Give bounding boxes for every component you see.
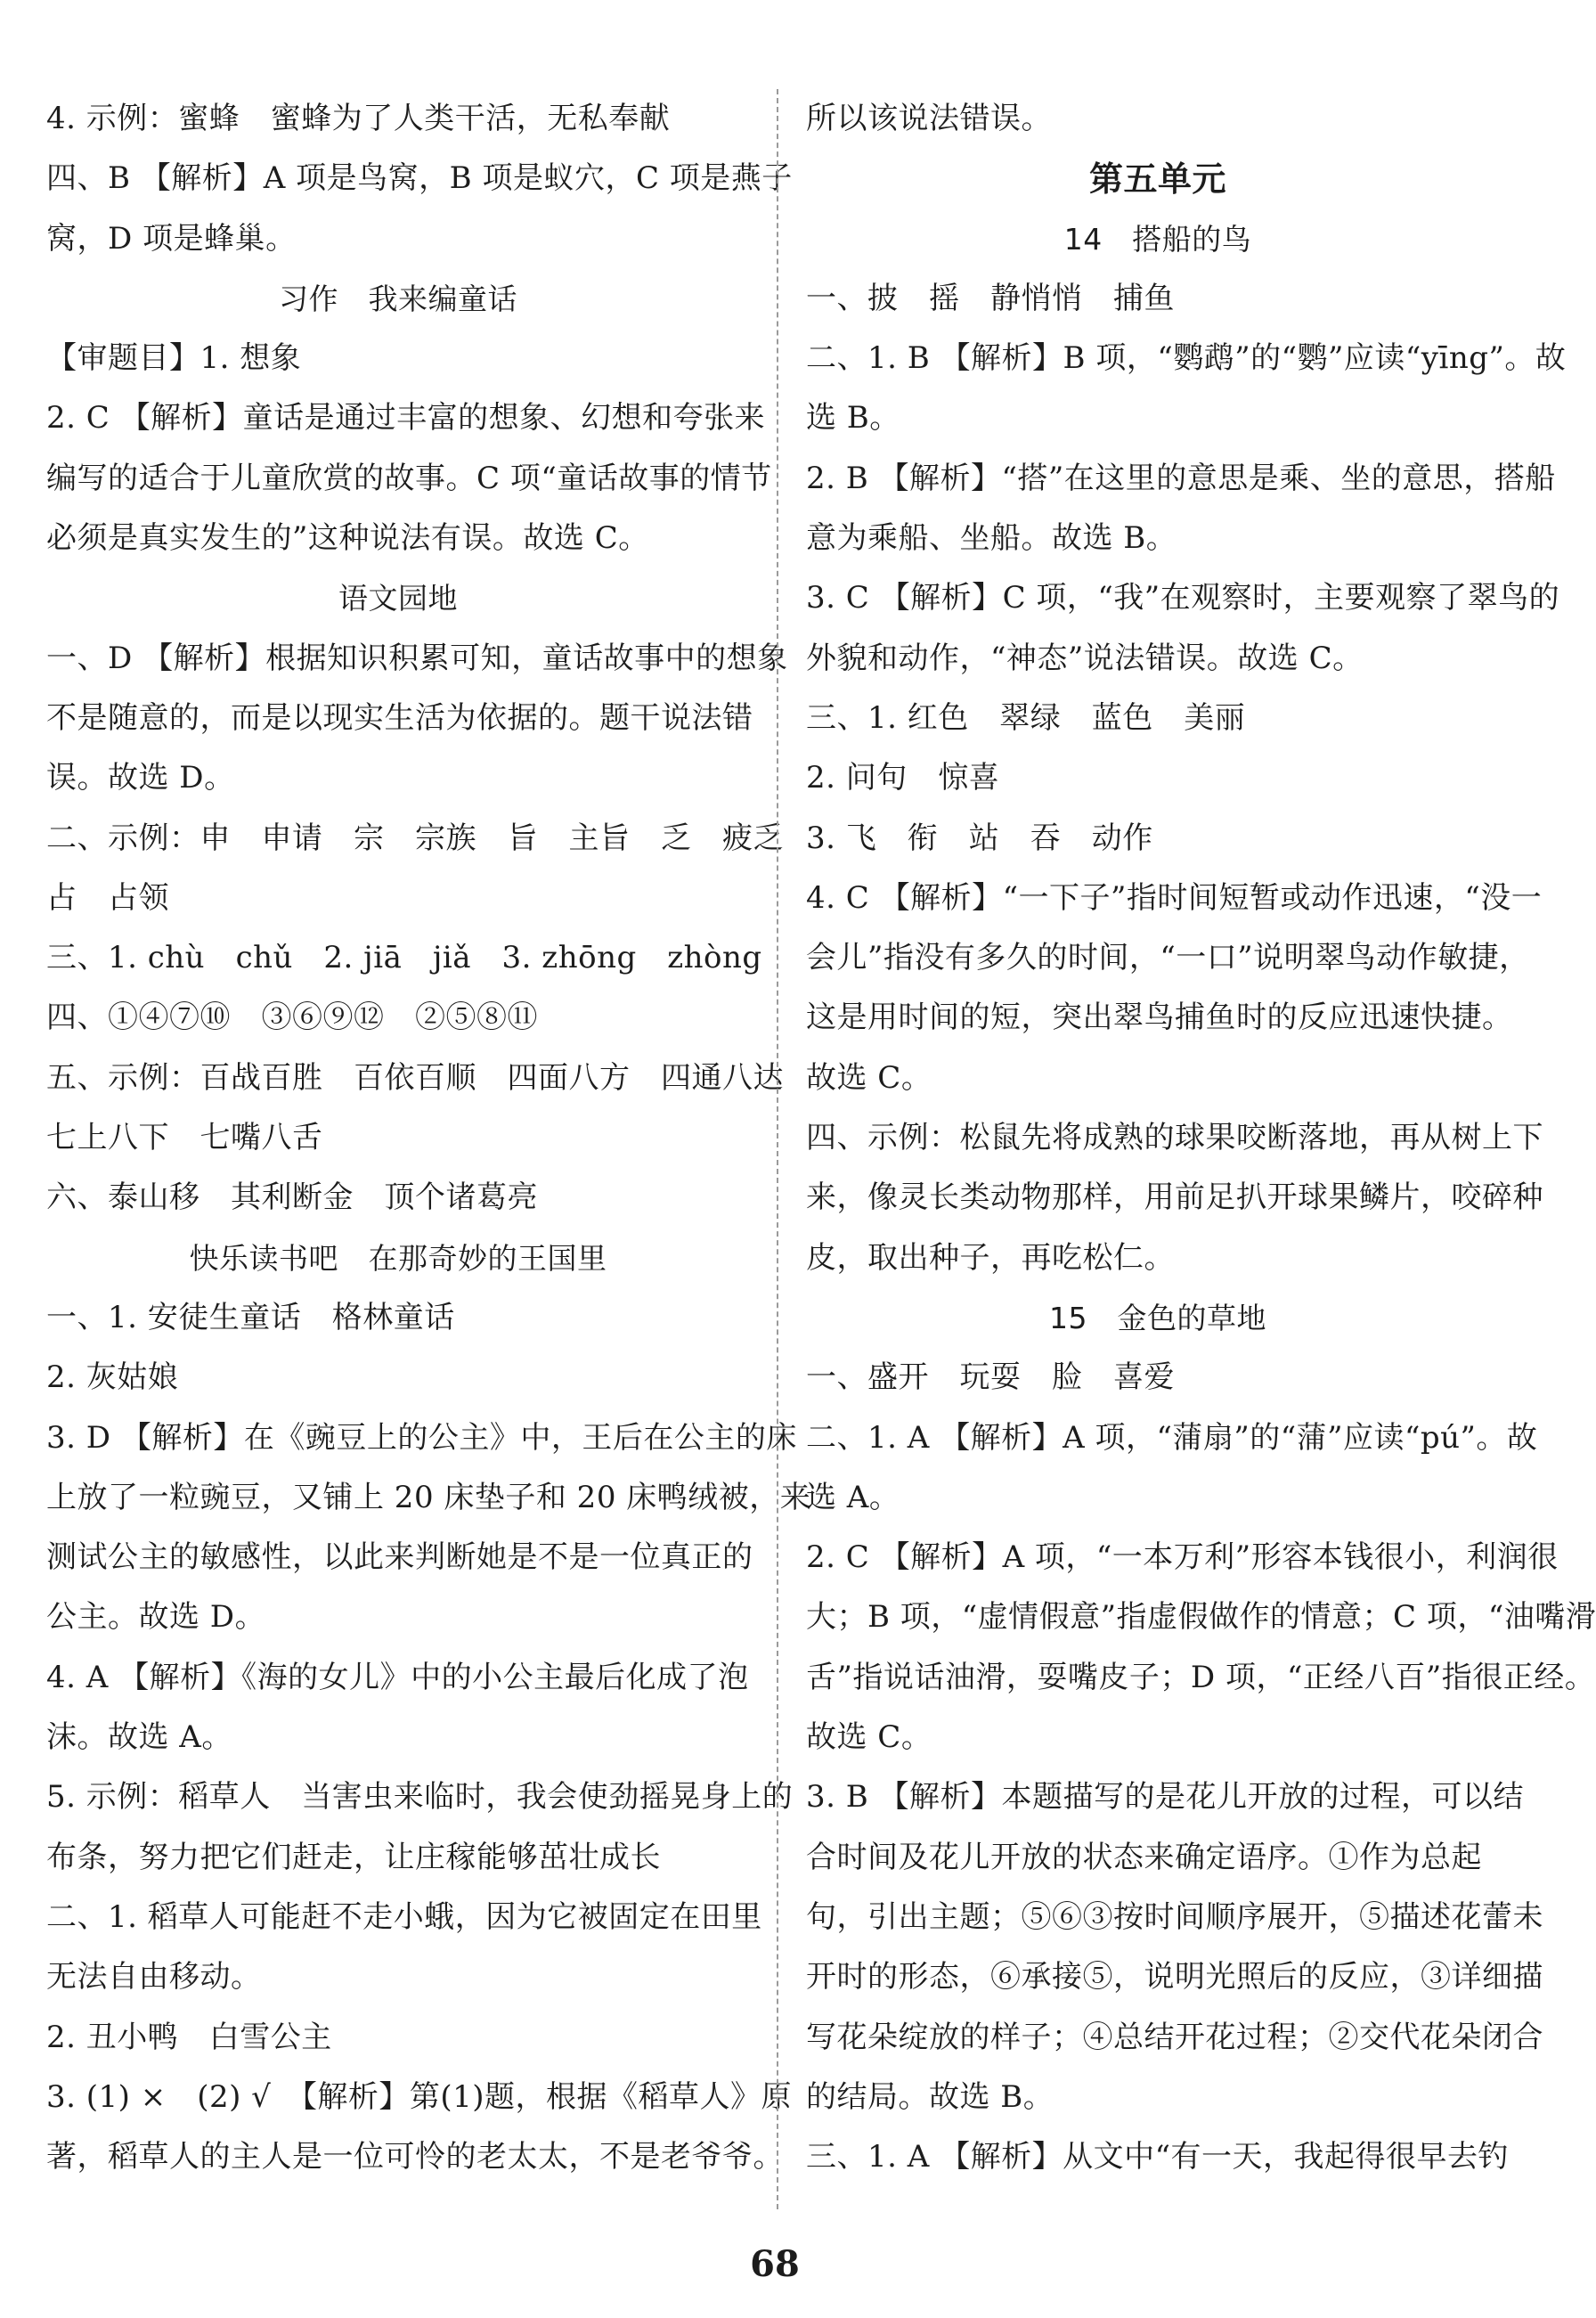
text-line: 的结局。故选 B。 xyxy=(806,2078,1054,2115)
text-line: 4. 示例：蜜蜂 蜜蜂为了人类干活，无私奉献 xyxy=(46,101,671,136)
section-heading-garden: 语文园地 xyxy=(338,581,458,616)
text-line: 必须是真实发生的”这种说法有误。故选 C。 xyxy=(46,520,649,557)
text-line: 三、1. A 【解析】从文中“有一天，我起得很早去钓 xyxy=(806,2139,1509,2175)
text-line: 【审题目】1. 想象 xyxy=(46,340,302,377)
text-line: 3. B 【解析】本题描写的是花儿开放的过程，可以结 xyxy=(806,1779,1525,1816)
text-line: 大；B 项，“虚情假意”指虚假做作的情意；C 项，“油嘴滑 xyxy=(806,1599,1596,1636)
section-heading-writing: 习作 我来编童话 xyxy=(279,281,517,316)
text-line: 二、1. 稻草人可能赶不走小蛾，因为它被固定在田里 xyxy=(46,1898,762,1935)
text-line: 二、1. B 【解析】B 项，“鹦鹉”的“鹦”应读“yīng”。故 xyxy=(806,340,1567,377)
lesson-heading-15: 15 金色的草地 xyxy=(1049,1300,1266,1335)
text-line: 写花朵绽放的样子；④总结开花过程；②交代花朵闭合 xyxy=(806,2019,1543,2055)
text-line: 外貌和动作，“神态”说法错误。故选 C。 xyxy=(806,640,1364,676)
text-line: 句，引出主题；⑤⑥③按时间顺序展开，⑤描述花蕾未 xyxy=(806,1898,1543,1935)
text-line: 4. C 【解析】“一下子”指时间短暂或动作迅速，“没一 xyxy=(806,879,1543,916)
text-line: 3. C 【解析】C 项，“我”在观察时，主要观察了翠鸟的 xyxy=(806,580,1560,616)
text-line: 皮，取出种子，再吃松仁。 xyxy=(806,1239,1175,1276)
text-line: 四、①④⑦⑩ ③⑥⑨⑫ ②⑤⑧⑪ xyxy=(46,1000,538,1036)
text-line: 意为乘船、坐船。故选 B。 xyxy=(806,520,1177,557)
text-line: 2. C 【解析】童话是通过丰富的想象、幻想和夸张来 xyxy=(46,400,766,437)
left-column xyxy=(46,89,811,2187)
text-line: 公主。故选 D。 xyxy=(46,1599,266,1636)
text-line: 2. B 【解析】“搭”在这里的意思是乘、坐的意思，搭船 xyxy=(806,460,1556,496)
text-line: 开时的形态，⑥承接⑤，说明光照后的反应，③详细描 xyxy=(806,1959,1543,1996)
text-line: 3. 飞 衔 站 吞 动作 xyxy=(806,820,1153,856)
unit-title: 第五单元 xyxy=(1088,159,1226,200)
text-line: 合时间及花儿开放的状态来确定语序。①作为总起 xyxy=(806,1839,1482,1875)
text-line: 一、1. 安徒生童话 格林童话 xyxy=(46,1299,455,1335)
text-line: 4. A 【解析】《海的女儿》中的小公主最后化成了泡 xyxy=(46,1659,749,1695)
text-line: 一、D 【解析】根据知识积累可知，童话故事中的想象 xyxy=(46,640,788,676)
text-line: 2. 问句 惊喜 xyxy=(806,760,1000,796)
text-line: 一、披 摇 静悄悄 捕鱼 xyxy=(806,280,1175,316)
text-line: 占 占领 xyxy=(46,879,169,916)
text-line: 一、盛开 玩耍 脸 喜爱 xyxy=(806,1359,1175,1396)
text-line: 测试公主的敏感性，以此来判断她是不是一位真正的 xyxy=(46,1539,753,1576)
text-line: 故选 C。 xyxy=(806,1059,932,1096)
section-heading-reading: 快乐读书吧 在那奇妙的王国里 xyxy=(189,1240,607,1276)
text-line: 著，稻草人的主人是一位可怜的老太太，不是老爷爷。 xyxy=(46,2139,784,2175)
text-line: 五、示例：百战百胜 百依百顺 四面八方 四通八达 xyxy=(46,1059,784,1096)
text-line: 选 A。 xyxy=(806,1479,900,1515)
text-line: 无法自由移动。 xyxy=(46,1959,262,1996)
text-line: 故选 C。 xyxy=(806,1719,932,1756)
text-line: 四、示例：松鼠先将成熟的球果咬断落地，再从树上下 xyxy=(806,1120,1543,1156)
text-line: 六、泰山移 其利断金 顶个诸葛亮 xyxy=(46,1179,538,1216)
text-line: 来，像灵长类动物那样，用前足扒开球果鳞片，咬碎种 xyxy=(806,1179,1543,1216)
text-line: 窝，D 项是蜂巢。 xyxy=(46,220,297,257)
text-line: 2. 灰姑娘 xyxy=(46,1359,179,1396)
text-line: 三、1. chù chǔ 2. jiā jiǎ 3. zhōng zhòng xyxy=(46,940,762,976)
text-line: 这是用时间的短，突出翠鸟捕鱼时的反应迅速快捷。 xyxy=(806,1000,1513,1036)
text-line: 2. 丑小鸭 白雪公主 xyxy=(46,2019,332,2055)
text-line: 三、1. 红色 翠绿 蓝色 美丽 xyxy=(806,699,1246,736)
text-line: 不是随意的，而是以现实生活为依据的。题干说法错 xyxy=(46,699,753,736)
text-line: 上放了一粒豌豆，又铺上 20 床垫子和 20 床鸭绒被，来 xyxy=(46,1479,811,1515)
text-line: 2. C 【解析】A 项，“一本万利”形容本钱很小，利润很 xyxy=(806,1539,1559,1576)
text-line: 所以该说法错误。 xyxy=(806,101,1052,136)
text-line: 沫。故选 A。 xyxy=(46,1719,232,1756)
text-line: 3. (1) × (2) √ 【解析】第(1)题，根据《稻草人》原 xyxy=(46,2078,792,2115)
text-line: 选 B。 xyxy=(806,400,900,437)
text-line: 3. D 【解析】在《豌豆上的公主》中，王后在公主的床 xyxy=(46,1419,797,1456)
text-line: 5. 示例：稻草人 当害虫来临时，我会使劲摇晃身上的 xyxy=(46,1779,794,1816)
text-line: 二、1. A 【解析】A 项，“蒲扇”的“蒲”应读“pú”。故 xyxy=(806,1419,1538,1456)
column-divider xyxy=(777,89,778,2209)
text-line: 会儿”指没有多久的时间，“一口”说明翠鸟动作敏捷， xyxy=(806,940,1530,976)
text-line: 七上八下 七嘴八舌 xyxy=(46,1120,323,1156)
text-line: 二、示例：申 申请 宗 宗族 旨 主旨 乏 疲乏 xyxy=(46,820,784,856)
text-line: 误。故选 D。 xyxy=(46,760,235,796)
text-line: 舌”指说话油滑，耍嘴皮子；D 项，“正经八百”指很正经。 xyxy=(806,1659,1596,1695)
text-line: 编写的适合于儿童欣赏的故事。C 项“童话故事的情节 xyxy=(46,460,772,496)
text-line: 布条，努力把它们赶走，让庄稼能够茁壮成长 xyxy=(46,1839,661,1875)
page-number: 68 xyxy=(750,2243,800,2285)
lesson-heading-14: 14 搭船的鸟 xyxy=(1063,221,1252,257)
right-column xyxy=(806,89,1596,2187)
text-line: 四、B 【解析】A 项是鸟窝，B 项是蚁穴，C 项是燕子 xyxy=(46,160,793,197)
